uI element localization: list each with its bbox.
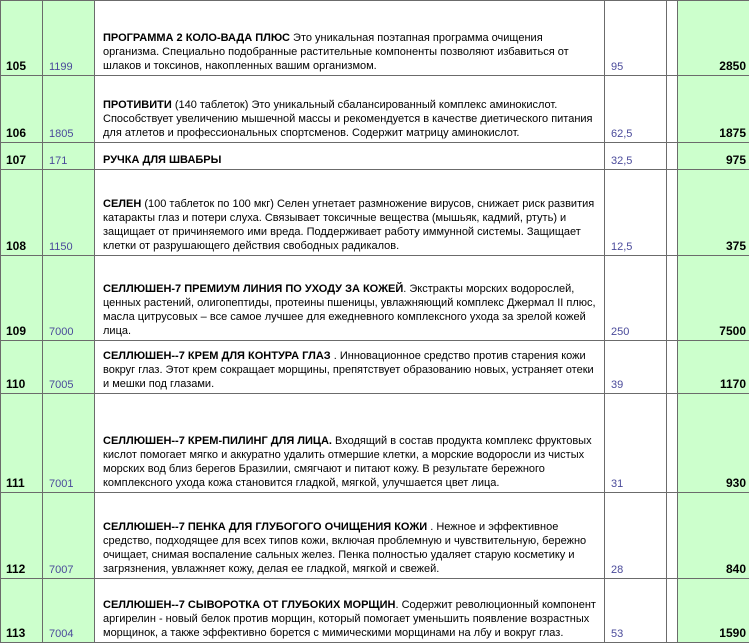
product-price: 975 — [678, 143, 749, 170]
product-points: 62,5 — [605, 76, 667, 143]
table-row — [1, 341, 749, 394]
product-code: 7005 — [43, 341, 95, 394]
product-points: 250 — [605, 256, 667, 341]
product-code: 1805 — [43, 76, 95, 143]
empty-cell — [667, 579, 678, 643]
product-description — [95, 76, 605, 143]
product-price: 840 — [678, 493, 749, 579]
product-code: 7001 — [43, 394, 95, 493]
table-row — [1, 76, 749, 143]
row-number: 109 — [1, 256, 43, 341]
product-description — [95, 394, 605, 493]
product-name: РУЧКА ДЛЯ ШВАБРЫ — [103, 154, 222, 166]
product-description — [95, 143, 605, 170]
row-number: 113 — [1, 579, 43, 643]
product-name: СЕЛЛЮШЕН--7 КРЕМ-ПИЛИНГ ДЛЯ ЛИЦА. — [103, 435, 332, 447]
row-number: 108 — [1, 170, 43, 256]
product-points: 12,5 — [605, 170, 667, 256]
product-code: 1199 — [43, 1, 95, 76]
empty-cell — [667, 394, 678, 493]
product-text: . Нежное и эффективное средство, подходящее для всех типов кожи, включая проблемную и чувствительную, бережно очищает, снимая воспаление сальных желез. Пенка полностью удаляет старую косметику и загрязнения, увлажняет кожу, делая ее гладкой, мягкой и свежей. — [103, 521, 587, 575]
product-code: 171 — [43, 143, 95, 170]
product-text: (100 таблеток по 100 мкг) Селен угнетает размножение вирусов, снижает риск развития катаракты глаз и потери слуха. Связывает токсичные вещества (мышьяк, кадмий, ртуть) и защищает от причиняемого ими вреда. Поддерживает работу иммунной системы. Защищает клетки от разрушающего действия свободных радикалов. — [103, 198, 595, 252]
empty-cell — [667, 170, 678, 256]
product-description — [95, 256, 605, 341]
product-points: 95 — [605, 1, 667, 76]
product-price: 1590 — [678, 579, 749, 643]
table-row — [1, 1, 749, 76]
product-text: Входящий в состав продукта комплекс фруктовых кислот помогает мягко и аккуратно удалить отмершие клетки, а морские водоросли из чистых морских вод близ берегов Бразилии, смягчают и питают кожу. В результате бережного комплексного ухода кожа становится гладкой, мягкой, улучшается цвет лица. — [103, 435, 592, 489]
product-points: 32,5 — [605, 143, 667, 170]
empty-cell — [667, 341, 678, 394]
product-points: 31 — [605, 394, 667, 493]
product-price: 2850 — [678, 1, 749, 76]
table-row — [1, 394, 749, 493]
product-price: 1170 — [678, 341, 749, 394]
table-row — [1, 170, 749, 256]
product-description — [95, 579, 605, 643]
product-name: ПРОТИВИТИ — [103, 99, 172, 111]
row-number: 112 — [1, 493, 43, 579]
product-text: Это уникальная поэтапная программа очищения организма. Специально подобранные растительные компоненты позволяют избавиться от шлаков и токсинов, накопленных вашим организмом. — [103, 32, 569, 72]
table-row — [1, 493, 749, 579]
empty-cell — [667, 76, 678, 143]
product-text: . Экстракты морских водорослей, ценных растений, олигопептиды, протеины пшеницы, увлажняющий комплекс Джермал II плюс, масла цитрусовых – все самое лучшее для ежедневного комплексного ухода за зрелой кожей лица. — [103, 283, 596, 337]
empty-cell — [667, 1, 678, 76]
row-number: 110 — [1, 341, 43, 394]
table-row — [1, 143, 749, 170]
product-code: 7007 — [43, 493, 95, 579]
product-name: СЕЛЛЮШЕН--7 СЫВОРОТКА ОТ ГЛУБОКИХ МОРЩИН — [103, 599, 396, 611]
product-code: 1150 — [43, 170, 95, 256]
table-row — [1, 579, 749, 643]
row-number: 105 — [1, 1, 43, 76]
product-description — [95, 493, 605, 579]
product-name: СЕЛЕН — [103, 198, 142, 210]
product-description — [95, 341, 605, 394]
empty-cell — [667, 143, 678, 170]
empty-cell — [667, 493, 678, 579]
product-text: (140 таблеток) Это уникальный сбалансированный комплекс аминокислот. Способствует увеличению мышечной массы и рекомендуется в качестве диетического питания для атлетов и профессиональных спортсменов. Содержит матрицу аминокислот. — [103, 99, 593, 139]
product-price: 930 — [678, 394, 749, 493]
product-code: 7000 — [43, 256, 95, 341]
row-number: 111 — [1, 394, 43, 493]
product-name: СЕЛЛЮШЕН--7 КРЕМ ДЛЯ КОНТУРА ГЛАЗ — [103, 350, 331, 362]
product-name: СЕЛЛЮШЕН--7 ПЕНКА ДЛЯ ГЛУБОГОГО ОЧИЩЕНИЯ КОЖИ — [103, 521, 428, 533]
product-price: 7500 — [678, 256, 749, 341]
product-name: СЕЛЛЮШЕН-7 ПРЕМИУМ ЛИНИЯ ПО УХОДУ ЗА КОЖЕЙ — [103, 283, 404, 295]
product-text: . Содержит революционный компонент аргирелин - новый белок против морщин, который помогает уменьшить появление возрастных морщинок, а также эффективно борется с мимическими морщинами на лбу и вокруг глаз. — [103, 599, 596, 639]
product-description — [95, 170, 605, 256]
product-text: . Инновационное средство против старения кожи вокруг глаз. Этот крем сокращает морщины, препятствует образованию новых, устраняет отеки и мешки под глазами. — [103, 350, 594, 390]
product-name: ПРОГРАММА 2 КОЛО-ВАДА ПЛЮС — [103, 32, 290, 44]
product-price: 375 — [678, 170, 749, 256]
empty-cell — [667, 256, 678, 341]
product-code: 7004 — [43, 579, 95, 643]
product-points: 39 — [605, 341, 667, 394]
row-number: 106 — [1, 76, 43, 143]
product-price: 1875 — [678, 76, 749, 143]
product-description — [95, 1, 605, 76]
product-points: 53 — [605, 579, 667, 643]
row-number: 107 — [1, 143, 43, 170]
product-points: 28 — [605, 493, 667, 579]
table-row — [1, 256, 749, 341]
